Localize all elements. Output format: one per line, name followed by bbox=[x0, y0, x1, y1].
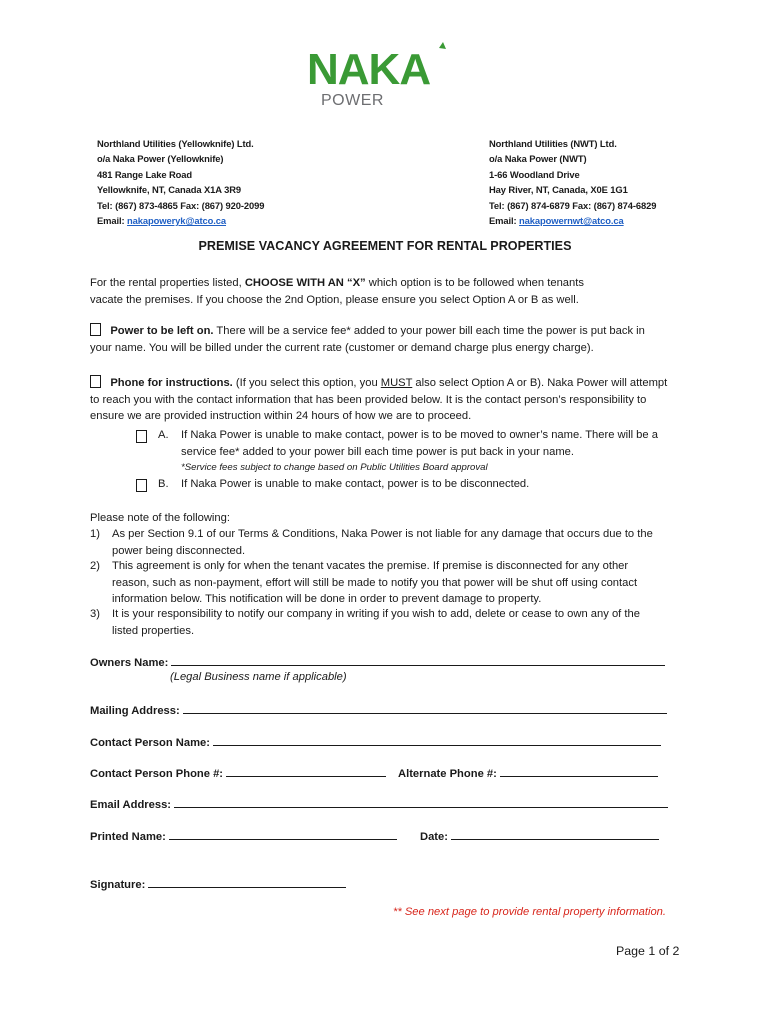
email-address-row bbox=[90, 796, 668, 811]
email-label: Email: bbox=[489, 215, 520, 227]
logo-leaf-mark bbox=[439, 42, 446, 49]
checkbox-power-left-on[interactable] bbox=[90, 323, 101, 336]
option-text: service fee* added to your power bill each time power is put back in your name. bbox=[181, 445, 575, 458]
mailing-address-row bbox=[90, 702, 667, 717]
option-text: If Naka Power is unable to make contact, power is to be moved to owner’s name. There will be a bbox=[181, 429, 658, 441]
contact-phone-input[interactable] bbox=[226, 765, 386, 777]
email-label: Email: bbox=[97, 215, 128, 227]
owners-name-row bbox=[90, 654, 665, 669]
option-power-left-on bbox=[90, 323, 645, 356]
logo-wordmark: NAKA bbox=[307, 45, 431, 94]
page-number: Page 1 of 2 bbox=[616, 944, 680, 958]
option-text: your name. You will be billed under the current rate (customer or demand charge plus energy charge). bbox=[90, 341, 594, 354]
document-title: PREMISE VACANCY AGREEMENT FOR RENTAL PROPERTIES bbox=[198, 239, 572, 253]
note-text: It is your responsibility to notify our company in writing if you wish to add, delete or cease to own any of the bbox=[112, 608, 640, 620]
note-item bbox=[112, 526, 653, 559]
contact-name-label: Contact Person Name: bbox=[90, 737, 210, 749]
note-number: 3) bbox=[90, 608, 100, 620]
option-text: also select Option A or B). Naka Power will attempt bbox=[412, 377, 668, 389]
alternate-phone-input[interactable] bbox=[500, 765, 658, 777]
date-row bbox=[420, 828, 659, 843]
option-a-text bbox=[181, 427, 658, 477]
naka-power-logo bbox=[305, 40, 475, 110]
address-line: 481 Range Lake Road bbox=[97, 168, 193, 180]
intro-text: vacate the premises. If you choose the 2nd Option, please ensure you select Option A or B as well. bbox=[90, 293, 579, 306]
option-title: Phone for instructions. bbox=[110, 377, 233, 389]
note-text: power being disconnected. bbox=[112, 544, 246, 557]
email-link-nwt[interactable]: nakapowernwt@atco.ca bbox=[519, 215, 624, 227]
notes-heading: Please note of the following: bbox=[90, 512, 230, 524]
email-address-label: Email Address: bbox=[90, 799, 172, 811]
intro-paragraph bbox=[90, 275, 584, 308]
note-text: listed properties. bbox=[112, 624, 195, 637]
printed-name-input[interactable] bbox=[169, 828, 397, 840]
note-text: This agreement is only for when the tenant vacates the premise. If premise is disconnected for any other bbox=[112, 560, 629, 572]
note-text: As per Section 9.1 of our Terms & Conditions, Naka Power is not liable for any damage that occurs due to the bbox=[112, 528, 653, 540]
checkbox-option-b[interactable] bbox=[136, 479, 147, 492]
printed-name-label: Printed Name: bbox=[90, 831, 166, 843]
contact-phone-label: Contact Person Phone #: bbox=[90, 768, 224, 780]
mailing-address-label: Mailing Address: bbox=[90, 705, 180, 717]
note-number: 2) bbox=[90, 560, 100, 572]
option-text: ensure we are provided instruction within 24 hours of how we are to proceed. bbox=[90, 410, 472, 423]
option-text: There will be a service fee* added to your power bill each time the power is put back in bbox=[213, 325, 645, 337]
email-address-input[interactable] bbox=[174, 796, 668, 808]
date-label: Date: bbox=[420, 831, 448, 843]
address-line: Northland Utilities (NWT) Ltd. bbox=[489, 138, 617, 149]
owners-name-label: Owners Name: bbox=[90, 657, 169, 669]
note-text: information below. This notification will be done in order to prevent damage to property. bbox=[112, 593, 542, 606]
note-item bbox=[112, 606, 640, 639]
alternate-phone-row bbox=[398, 765, 658, 780]
signature-label: Signature: bbox=[90, 879, 146, 891]
option-phone-for-instructions bbox=[90, 375, 667, 425]
note-number: 1) bbox=[90, 528, 100, 540]
note-text: reason, such as non-payment, effort will still be made to notify you that power will be shut off using contact bbox=[112, 576, 638, 589]
option-text: (If you select this option, you bbox=[232, 377, 381, 389]
email-line bbox=[97, 213, 264, 228]
phone-fax-line: Tel: (867) 873-4865 Fax: (867) 920-2099 bbox=[97, 199, 265, 211]
address-line: o/a Naka Power (Yellowknife) bbox=[97, 153, 224, 165]
address-block-nwt bbox=[489, 136, 656, 228]
email-line bbox=[489, 213, 656, 228]
owners-name-hint: (Legal Business name if applicable) bbox=[170, 671, 347, 683]
option-b-letter: B. bbox=[158, 478, 169, 490]
address-line: o/a Naka Power (NWT) bbox=[489, 153, 587, 165]
option-text: to reach you with the contact information that has been provided below. It is the contact person’s responsibility to bbox=[90, 393, 647, 406]
address-line: 1-66 Woodland Drive bbox=[489, 168, 580, 180]
option-must: MUST bbox=[380, 377, 413, 389]
service-fee-note: *Service fees subject to change based on Public Utilities Board approval bbox=[181, 462, 488, 474]
address-block-yellowknife bbox=[97, 136, 264, 228]
contact-phone-row bbox=[90, 765, 386, 780]
checkbox-phone-for-instructions[interactable] bbox=[90, 375, 101, 388]
logo-subtitle: POWER bbox=[321, 92, 384, 109]
printed-name-row bbox=[90, 828, 397, 843]
alternate-phone-label: Alternate Phone #: bbox=[398, 768, 497, 780]
phone-fax-line: Tel: (867) 874-6879 Fax: (867) 874-6829 bbox=[489, 199, 657, 211]
owners-name-input[interactable] bbox=[171, 654, 665, 666]
signature-input[interactable] bbox=[148, 876, 346, 888]
note-item bbox=[112, 558, 637, 608]
email-link-yellowknife[interactable]: nakapoweryk@atco.ca bbox=[127, 215, 227, 227]
contact-name-input[interactable] bbox=[213, 734, 661, 746]
mailing-address-input[interactable] bbox=[183, 702, 667, 714]
date-input[interactable] bbox=[451, 828, 659, 840]
option-title: Power to be left on. bbox=[110, 325, 214, 337]
intro-text: which option is to be followed when tenants bbox=[365, 277, 584, 289]
checkbox-option-a[interactable] bbox=[136, 430, 147, 443]
option-a-letter: A. bbox=[158, 429, 169, 441]
intro-text: For the rental properties listed, bbox=[90, 277, 245, 289]
signature-row bbox=[90, 876, 346, 891]
address-line: Northland Utilities (Yellowknife) Ltd. bbox=[97, 138, 254, 149]
next-page-note: ** See next page to provide rental property information. bbox=[393, 906, 667, 918]
address-line: Hay River, NT, Canada, X0E 1G1 bbox=[489, 184, 628, 196]
contact-name-row bbox=[90, 734, 661, 749]
option-b-text: If Naka Power is unable to make contact, power is to be disconnected. bbox=[181, 478, 530, 490]
address-line: Yellowknife, NT, Canada X1A 3R9 bbox=[97, 184, 241, 196]
intro-emphasis: CHOOSE WITH AN “X” bbox=[244, 277, 366, 289]
